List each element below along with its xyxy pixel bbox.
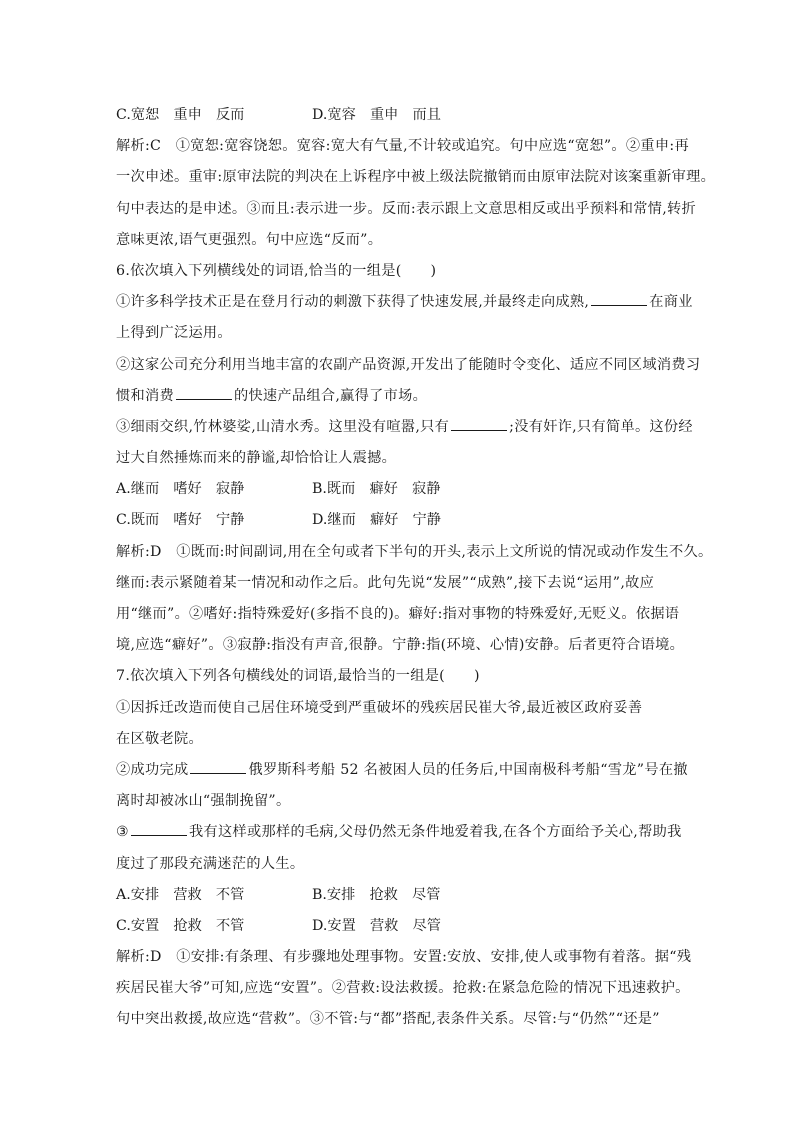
q5-analysis-line-3: 句中表达的是申述。③而且:表示进一步。反而:表示跟上文意思相反或出乎预料和常情,转折	[116, 200, 696, 217]
q6-item-1-line-1	[116, 287, 693, 318]
q7-stem: 7.依次填入下列各句横线处的词语,最恰当的一组是( )	[116, 668, 480, 685]
q6-options-row-ab	[116, 474, 686, 505]
q7-option-d: D.安置 营救 尽管	[312, 917, 441, 934]
q5-option-c: C.宽恕 重申 反而	[116, 107, 245, 123]
q7-item-2-text-b: 俄罗斯科考船 52 名被困人员的任务后,中国南极科考船“雪龙”号在撤	[248, 761, 688, 778]
q6-item-1-text-a: ①许多科学技术正是在登月行动的刺激下获得了快速发展,并最终走向成熟,	[116, 294, 590, 311]
q6-item-3-line-1	[116, 412, 693, 443]
q6-option-b: B.既而 癖好 寂静	[312, 481, 441, 498]
q6-blank-2	[176, 382, 232, 400]
q6-item-2-line-1: ②这家公司充分利用当地丰富的农副产品资源,开发出了能随时令变化、适应不同区域消费习	[116, 356, 701, 373]
q7-options-row-ab	[116, 880, 686, 911]
q6-item-2-line-2	[116, 381, 686, 412]
q7-option-b: B.安排 抢救 尽管	[312, 886, 441, 903]
q7-analysis-line-1: 解析:D ①安排:有条理、有步骤地处理事物。安置:安放、安排,使人或事物有着落。据“残	[116, 949, 692, 966]
q6-item-1-text-b: 在商业	[649, 294, 693, 311]
q6-analysis-line-2: 继而:表示紧随着某一情况和动作之后。此句先说“发展”“成熟”,接下去说“运用”,故应	[116, 574, 655, 591]
document-page	[116, 100, 716, 1036]
q7-item-3-text-a: ③	[116, 824, 130, 841]
q7-analysis-line-2: 疾居民崔大爷”可知,应选“安置”。②营救:设法救援。抢救:在紧急危险的情况下迅速救护。	[116, 980, 690, 997]
q7-item-2-line-1	[116, 755, 686, 786]
q5-option-d: D.宽容 重申 而且	[312, 107, 441, 123]
q6-option-d: D.继而 癖好 宁静	[312, 512, 441, 529]
q5-analysis-line-4: 意味更浓,语气更强烈。句中应选“反而”。	[116, 231, 383, 248]
q5-analysis-line-2: 一次申述。重审:原审法院的判决在上诉程序中被上级法院撤销而由原审法院对该案重新审理。	[116, 169, 716, 186]
q7-option-a: A.安排 营救 不管	[116, 886, 245, 903]
q7-blank-2	[190, 756, 246, 774]
q7-options-row-cd	[116, 911, 686, 942]
q7-item-2-line-2: 离时却被冰山“强制挽留”。	[116, 793, 291, 810]
q6-analysis-line-4: 境,应选“癖好”。③寂静:指没有声音,很静。宁静:指(环境、心情)安静。后者更符合语境。	[116, 637, 685, 654]
q6-options-row-cd	[116, 505, 686, 536]
q5-options-row-cd	[116, 100, 686, 131]
q6-option-a: A.继而 嗜好 寂静	[116, 481, 245, 498]
q6-analysis-line-3: 用“继而”。②嗜好:指特殊爱好(多指不良的)。癖好:指对事物的特殊爱好,无贬义。依据语	[116, 606, 680, 622]
q7-option-c: C.安置 抢救 不管	[116, 917, 245, 934]
q7-analysis-line-3: 句中突出救援,故应选“营救”。③不管:与“都”搭配,表条件关系。尽管:与“仍然”“还是”	[116, 1011, 660, 1028]
q6-item-2-text-c: 的快速产品组合,赢得了市场。	[233, 387, 428, 404]
q6-stem: 6.依次填入下列横线处的词语,恰当的一组是( )	[116, 262, 437, 279]
q7-item-3-text-b: 我有这样或那样的毛病,父母仍然无条件地爱着我,在各个方面给予关心,帮助我	[189, 824, 682, 841]
q7-blank-3	[131, 818, 187, 836]
q5-analysis-line-1: 解析:C ①宽恕:宽容饶恕。宽容:宽大有气量,不计较或追究。句中应选“宽恕”。②重申:再	[116, 138, 689, 155]
q6-item-3-text-b: ;没有奸诈,只有简单。这份经	[509, 418, 693, 435]
q6-analysis-line-1: 解析:D ①既而:时间副词,用在全句或者下半句的开头,表示上文所说的情况或动作发生不久。	[116, 543, 713, 560]
q6-item-1-line-2: 上得到广泛运用。	[116, 325, 232, 342]
q7-item-2-text-a: ②成功完成	[116, 761, 189, 778]
q6-option-c: C.既而 嗜好 宁静	[116, 512, 245, 529]
q7-item-1-line-2: 在区敬老院。	[116, 730, 203, 747]
q6-blank-3	[451, 413, 507, 431]
q6-item-3-text-a: ③细雨交织,竹林婆娑,山清水秀。这里没有喧嚣,只有	[116, 418, 450, 435]
q6-blank-1	[591, 288, 647, 306]
q7-item-3-line-2: 度过了那段充满迷茫的人生。	[116, 855, 305, 872]
q7-item-3-line-1	[116, 817, 686, 848]
q6-item-2-text-b: 惯和消费	[116, 387, 174, 404]
q6-item-3-line-2: 过大自然捶炼而来的静谧,却恰恰让人震撼。	[116, 450, 397, 467]
q7-item-1-line-1: ①因拆迁改造而使自己居住环境受到严重破坏的残疾居民崔大爷,最近被区政府妥善	[116, 699, 643, 716]
